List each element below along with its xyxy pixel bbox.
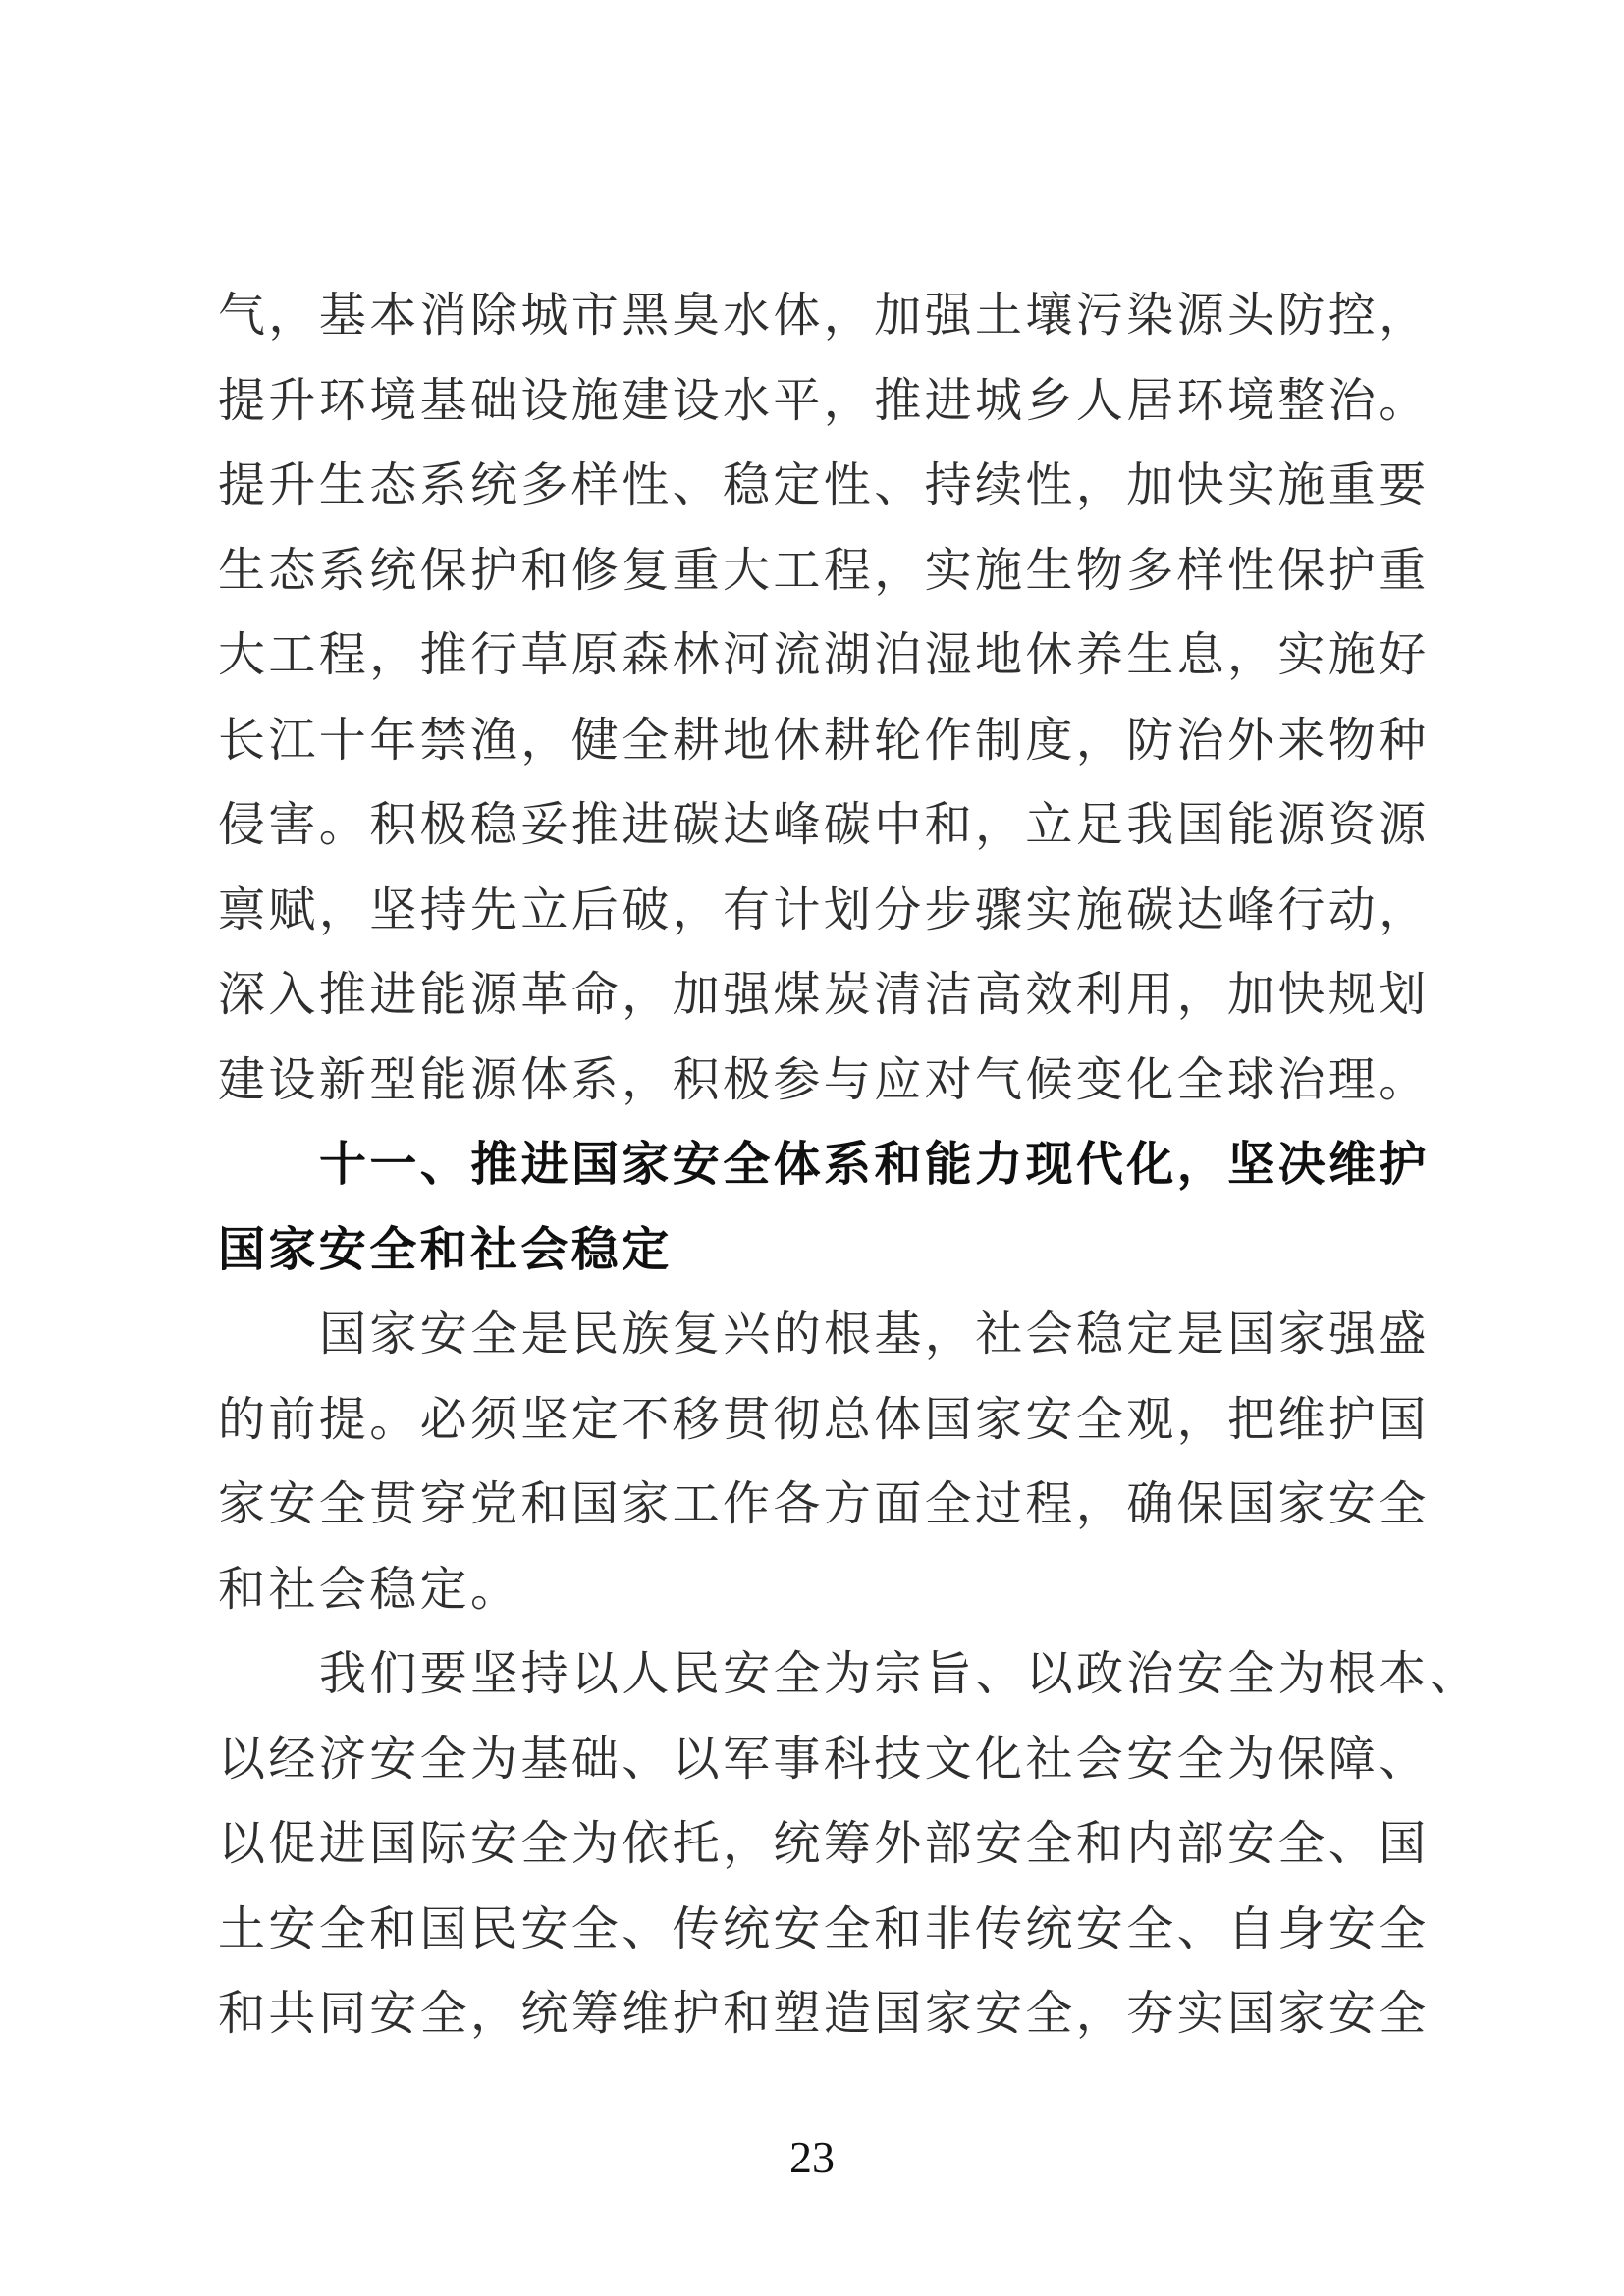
- text-line: 我们要坚持以人民安全为宗旨、以政治安全为根本、: [319, 1648, 1481, 1700]
- text-line: 禀赋，坚持先立后破，有计划分步骤实施碳达峰行动，: [218, 883, 1430, 936]
- section-heading-line-1: 十一、推进国家安全体系和能力现代化，坚决维护: [319, 1139, 1430, 1191]
- text-line: 家安全贯穿党和国家工作各方面全过程，确保国家安全: [218, 1478, 1430, 1530]
- text-line: 气，基本消除城市黑臭水体，加强土壤污染源头防控，: [218, 290, 1430, 342]
- text-line: 和共同安全，统筹维护和塑造国家安全，夯实国家安全: [218, 1988, 1430, 2040]
- text-line: 和社会稳定。: [218, 1563, 521, 1616]
- text-line: 的前提。必须坚定不移贯彻总体国家安全观，把维护国: [218, 1393, 1430, 1446]
- text-line: 大工程，推行草原森林河流湖泊湿地休养生息，实施好: [218, 629, 1430, 681]
- text-line: 提升环境基础设施建设水平，推进城乡人居环境整治。: [218, 374, 1430, 427]
- page-number: 23: [789, 2132, 835, 2182]
- text-line: 土安全和国民安全、传统安全和非传统安全、自身安全: [218, 1902, 1430, 1955]
- text-line: 生态系统保护和修复重大工程，实施生物多样性保护重: [218, 544, 1430, 597]
- text-line: 深入推进能源革命，加强煤炭清洁高效利用，加快规划: [218, 969, 1430, 1021]
- text-line: 以经济安全为基础、以军事科技文化社会安全为保障、: [218, 1733, 1430, 1786]
- text-line: 建设新型能源体系，积极参与应对气候变化全球治理。: [218, 1053, 1430, 1106]
- text-line: 长江十年禁渔，健全耕地休耕轮作制度，防治外来物种: [218, 714, 1430, 767]
- text-line: 以促进国际安全为依托，统筹外部安全和内部安全、国: [218, 1818, 1430, 1870]
- section-heading-line-2: 国家安全和社会稳定: [218, 1223, 673, 1276]
- text-line: 国家安全是民族复兴的根基，社会稳定是国家强盛: [319, 1308, 1430, 1361]
- text-line: 侵害。积极稳妥推进碳达峰碳中和，立足我国能源资源: [218, 799, 1430, 851]
- text-line: 提升生态系统多样性、稳定性、持续性，加快实施重要: [218, 459, 1430, 511]
- text-block: [218, 274, 1481, 2057]
